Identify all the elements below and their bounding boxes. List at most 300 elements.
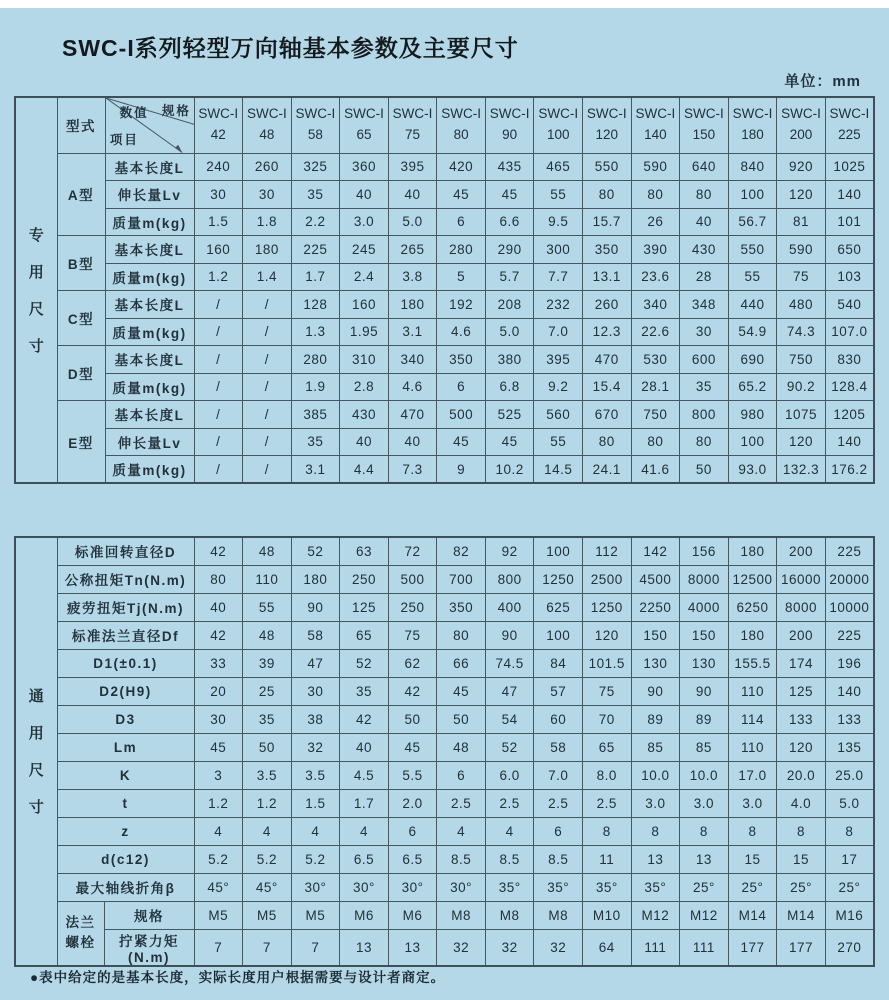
series-prefix: SWC-I [684,106,724,122]
spec-col-header [680,97,729,153]
value-cell: 525 [485,401,534,429]
series-prefix: SWC-I [586,106,627,122]
spec-data-row [15,346,874,374]
group-label-cell: A型 [57,153,105,236]
value-cell: 245 [340,236,389,264]
value-cell: 4 [243,817,292,845]
value-cell: 5.0 [825,789,874,817]
value-cell: 81 [777,208,826,236]
value-cell: 1.7 [291,263,340,291]
value-cell: 3.1 [388,318,437,346]
value-cell: 348 [680,291,729,319]
value-cell: 112 [583,537,632,565]
side-label-char: 通 [28,688,44,706]
value-cell: 64 [583,929,632,966]
value-cell: 800 [680,401,729,429]
page-title: SWC-I系列轻型万向轴基本参数及主要尺寸 [62,35,519,61]
value-cell: 500 [437,401,486,429]
value-cell: 13 [388,929,437,966]
value-cell: 110 [728,733,777,761]
type-column-header: 型式 [57,97,105,153]
value-cell: 30° [340,873,389,901]
value-cell: 45 [485,428,534,456]
value-cell: 45 [485,181,534,209]
value-cell: 8 [583,817,632,845]
value-cell: 6.5 [340,845,389,873]
unit-label: 单位：mm [784,73,861,90]
value-cell: 80 [583,428,632,456]
value-cell: 2500 [583,565,632,593]
value-cell: 45 [194,733,243,761]
series-size: 58 [307,127,323,143]
value-cell: 340 [388,346,437,374]
value-cell: 30 [194,181,243,209]
value-cell: 420 [437,153,486,181]
top-strip [0,0,889,8]
value-cell: 75 [583,677,632,705]
spec-data-row [15,236,874,264]
series-prefix: SWC-I [635,106,676,122]
value-cell: 58 [534,733,583,761]
value-cell: 103 [825,263,874,291]
value-cell: 980 [728,401,777,429]
footnote: ●表中给定的是基本长度，实际长度用户根据需要与设计者商定。 [30,970,446,985]
value-cell: 24.1 [583,456,632,484]
value-cell: 6.5 [388,845,437,873]
value-cell: 100 [728,428,777,456]
diagonal-label-spec: 规格 [161,103,191,118]
value-cell: 590 [777,236,826,264]
value-cell: 1.3 [291,318,340,346]
value-cell: 5 [437,263,486,291]
value-cell: 180 [728,537,777,565]
side-label-special [15,97,57,483]
row-label-cell: D3 [57,705,194,733]
value-cell: 4 [485,817,534,845]
spec-data-row [15,373,874,401]
value-cell: 10000 [825,593,874,621]
value-cell: 20.0 [777,761,826,789]
value-cell: 35 [243,705,292,733]
value-cell: 3.8 [388,263,437,291]
series-size: 180 [741,127,764,143]
value-cell: 8.0 [583,761,632,789]
value-cell: 340 [631,291,680,319]
series-prefix: SWC-I [246,106,287,122]
value-cell: 180 [728,621,777,649]
value-cell: 690 [728,346,777,374]
value-cell: 2.5 [485,789,534,817]
diagonal-label-item: 项目 [109,133,139,148]
value-cell: 30 [243,181,292,209]
value-cell: 56.7 [728,208,777,236]
spec-col-header [825,97,874,153]
value-cell: 89 [631,705,680,733]
value-cell: / [243,318,292,346]
value-cell: 150 [631,621,680,649]
row-label-cell: 伸长量Lv [105,428,194,456]
value-cell: 54 [485,705,534,733]
value-cell: 310 [340,346,389,374]
value-cell: 1.9 [291,373,340,401]
value-cell: 142 [631,537,680,565]
value-cell: 7.7 [534,263,583,291]
spec-col-header [583,97,632,153]
value-cell: 8 [631,817,680,845]
value-cell: 13 [631,845,680,873]
gen-data-row [15,789,874,817]
gen-data-row [15,537,874,565]
spec-data-row [15,208,874,236]
value-cell: 45 [437,677,486,705]
spec-data-row [15,318,874,346]
value-cell: 14.5 [534,456,583,484]
value-cell: 3.5 [243,761,292,789]
series-prefix: SWC-I [829,106,870,122]
value-cell: 6250 [728,593,777,621]
value-cell: M16 [825,901,874,929]
general-table [14,536,875,967]
row-label-cell: 拧紧力矩(N.m) [104,929,194,966]
row-label-cell: 质量m(kg) [105,318,194,346]
value-cell: 625 [534,593,583,621]
value-cell: 90 [291,593,340,621]
value-cell: 200 [777,537,826,565]
value-cell: 40 [388,428,437,456]
value-cell: 540 [825,291,874,319]
side-label-char: 尺 [28,762,44,780]
value-cell: 196 [825,649,874,677]
value-cell: 40 [340,428,389,456]
value-cell: 5.2 [291,845,340,873]
value-cell: 128.4 [825,373,874,401]
value-cell: 6 [437,761,486,789]
value-cell: 111 [680,929,729,966]
value-cell: M12 [631,901,680,929]
series-size: 65 [356,127,372,143]
value-cell: 80 [631,428,680,456]
series-prefix: SWC-I [441,106,481,122]
value-cell: 30 [194,705,243,733]
value-cell: 25° [777,873,826,901]
value-cell: 430 [680,236,729,264]
value-cell: 23.6 [631,263,680,291]
value-cell: 75 [777,263,826,291]
value-cell: 1250 [534,565,583,593]
spec-data-row [15,153,874,181]
value-cell: 9.2 [534,373,583,401]
gen-data-row [15,621,874,649]
value-cell: 840 [728,153,777,181]
value-cell: 80 [437,621,486,649]
value-cell: 42 [388,677,437,705]
value-cell: 55 [728,263,777,291]
value-cell: 40 [340,733,389,761]
value-cell: 40 [388,181,437,209]
value-cell: 560 [534,401,583,429]
value-cell: M8 [437,901,486,929]
gen-data-row [15,845,874,873]
value-cell: 48 [243,621,292,649]
series-size: 48 [259,127,275,143]
value-cell: 13 [680,845,729,873]
value-cell: 290 [485,236,534,264]
value-cell: 400 [485,593,534,621]
row-label-cell: 规格 [104,901,194,929]
value-cell: 8 [680,817,729,845]
value-cell: 42 [194,621,243,649]
value-cell: 5.5 [388,761,437,789]
value-cell: 92 [485,537,534,565]
value-cell: 1.2 [194,263,243,291]
value-cell: 155.5 [728,649,777,677]
value-cell: 15 [728,845,777,873]
value-cell: 7 [291,929,340,966]
value-cell: 7 [243,929,292,966]
spec-col-header [485,97,534,153]
value-cell: 3.0 [680,789,729,817]
value-cell: 125 [777,677,826,705]
gen-data-row [15,705,874,733]
value-cell: 65 [583,733,632,761]
value-cell: 65 [340,621,389,649]
value-cell: 47 [291,649,340,677]
value-cell: 8 [728,817,777,845]
value-cell: 1075 [777,401,826,429]
value-cell: M5 [243,901,292,929]
row-label-cell: 标准回转直径D [57,537,194,565]
spec-col-header [534,97,583,153]
value-cell: 35° [534,873,583,901]
value-cell: 25° [680,873,729,901]
spec-col-header [340,97,389,153]
value-cell: 550 [583,153,632,181]
value-cell: 4500 [631,565,680,593]
value-cell: 140 [825,181,874,209]
value-cell: 50 [388,705,437,733]
value-cell: 47 [485,677,534,705]
spec-data-row [15,401,874,429]
gen-data-row [15,593,874,621]
value-cell: M12 [680,901,729,929]
value-cell: 300 [534,236,583,264]
side-label-char: 寸 [28,799,44,817]
value-cell: 225 [291,236,340,264]
row-label-cell: Lm [57,733,194,761]
value-cell: 15.4 [583,373,632,401]
value-cell: 52 [485,733,534,761]
value-cell: 28 [680,263,729,291]
value-cell: 2.8 [340,373,389,401]
value-cell: 5.7 [485,263,534,291]
value-cell: 140 [825,677,874,705]
value-cell: 2.0 [388,789,437,817]
value-cell: 260 [583,291,632,319]
value-cell: M6 [388,901,437,929]
value-cell: 42 [340,705,389,733]
value-cell: 28.1 [631,373,680,401]
row-label-cell: 质量m(kg) [105,208,194,236]
row-label-cell: D1(±0.1) [57,649,194,677]
value-cell: 101.5 [583,649,632,677]
series-prefix: SWC-I [198,106,239,122]
value-cell: 100 [534,537,583,565]
value-cell: / [243,401,292,429]
row-label-cell: 公称扭矩Tn(N.m) [57,565,194,593]
spec-col-header [777,97,826,153]
value-cell: 38 [291,705,340,733]
value-cell: 440 [728,291,777,319]
series-prefix: SWC-I [781,106,821,122]
value-cell: 48 [437,733,486,761]
value-cell: 800 [485,565,534,593]
value-cell: 156 [680,537,729,565]
value-cell: / [243,373,292,401]
value-cell: 6 [388,817,437,845]
spec-col-header [728,97,777,153]
value-cell: 30° [291,873,340,901]
group-label-cell: C型 [57,291,105,346]
value-cell: 550 [728,236,777,264]
value-cell: 58 [291,621,340,649]
value-cell: 4.5 [340,761,389,789]
value-cell: 85 [631,733,680,761]
value-cell: 270 [825,929,874,966]
value-cell: 6 [534,817,583,845]
value-cell: 16000 [777,565,826,593]
value-cell: 8 [825,817,874,845]
side-label-char: 专 [28,227,44,244]
series-prefix: SWC-I [489,106,530,122]
spec-data-row [15,291,874,319]
value-cell: 110 [728,677,777,705]
value-cell: 180 [388,291,437,319]
value-cell: 107.0 [825,318,874,346]
value-cell: 232 [534,291,583,319]
value-cell: / [194,428,243,456]
value-cell: 6.8 [485,373,534,401]
value-cell: 1.95 [340,318,389,346]
value-cell: 75 [388,621,437,649]
side-label-chars [16,685,57,817]
value-cell: 4000 [680,593,729,621]
value-cell: M14 [728,901,777,929]
value-cell: 133 [825,705,874,733]
value-cell: 35° [631,873,680,901]
side-label-char: 用 [28,725,44,743]
value-cell: 430 [340,401,389,429]
value-cell: 177 [777,929,826,966]
value-cell: 7.0 [534,761,583,789]
row-label-cell: 质量m(kg) [105,263,194,291]
value-cell: 8000 [680,565,729,593]
value-cell: 4 [291,817,340,845]
value-cell: 13.1 [583,263,632,291]
row-label-cell: 质量m(kg) [105,456,194,484]
gen-data-row [15,817,874,845]
value-cell: 5.0 [388,208,437,236]
gen-data-row [15,733,874,761]
value-cell: 80 [680,181,729,209]
value-cell: M8 [534,901,583,929]
row-label-cell: d(c12) [57,845,194,873]
value-cell: 4.6 [437,318,486,346]
value-cell: 52 [291,537,340,565]
value-cell: 265 [388,236,437,264]
value-cell: 750 [777,346,826,374]
value-cell: 120 [777,428,826,456]
value-cell: 5.2 [194,845,243,873]
value-cell: 2250 [631,593,680,621]
group-label-cell: B型 [57,236,105,291]
value-cell: 200 [777,621,826,649]
value-cell: 70 [583,705,632,733]
spec-data-row [15,181,874,209]
value-cell: 3 [194,761,243,789]
value-cell: 4 [194,817,243,845]
value-cell: 114 [728,705,777,733]
spec-table [14,96,875,484]
value-cell: / [243,456,292,484]
row-label-cell: 基本长度L [105,346,194,374]
value-cell: 700 [437,565,486,593]
series-prefix: SWC-I [538,106,579,122]
value-cell: 50 [680,456,729,484]
value-cell: 360 [340,153,389,181]
spec-header-row [15,97,874,153]
value-cell: 90 [485,621,534,649]
value-cell: 120 [583,621,632,649]
value-cell: 20 [194,677,243,705]
value-cell: 8000 [777,593,826,621]
diagonal-header-cell [105,97,194,153]
series-size: 225 [838,127,861,143]
value-cell: 100 [534,621,583,649]
value-cell: 50 [243,733,292,761]
row-label-cell: D2(H9) [57,677,194,705]
value-cell: 25 [243,677,292,705]
gen-data-row [15,761,874,789]
value-cell: M14 [777,901,826,929]
value-cell: 90 [680,677,729,705]
series-size: 90 [502,127,518,143]
value-cell: 32 [534,929,583,966]
value-cell: / [194,456,243,484]
series-size: 42 [210,127,226,143]
value-cell: 225 [825,621,874,649]
value-cell: 12.3 [583,318,632,346]
series-size: 80 [453,127,469,143]
value-cell: 250 [340,565,389,593]
side-label-chars [16,224,57,356]
value-cell: 45° [194,873,243,901]
series-size: 100 [546,127,570,143]
value-cell: 1.4 [243,263,292,291]
value-cell: 45° [243,873,292,901]
value-cell: 84 [534,649,583,677]
value-cell: 600 [680,346,729,374]
value-cell: 3.0 [340,208,389,236]
value-cell: 30 [680,318,729,346]
value-cell: 240 [194,153,243,181]
value-cell: 35 [291,428,340,456]
spec-col-header [291,97,340,153]
value-cell: 325 [291,153,340,181]
value-cell: 55 [243,593,292,621]
value-cell: 590 [631,153,680,181]
value-cell: 180 [243,236,292,264]
series-prefix: SWC-I [344,106,384,122]
